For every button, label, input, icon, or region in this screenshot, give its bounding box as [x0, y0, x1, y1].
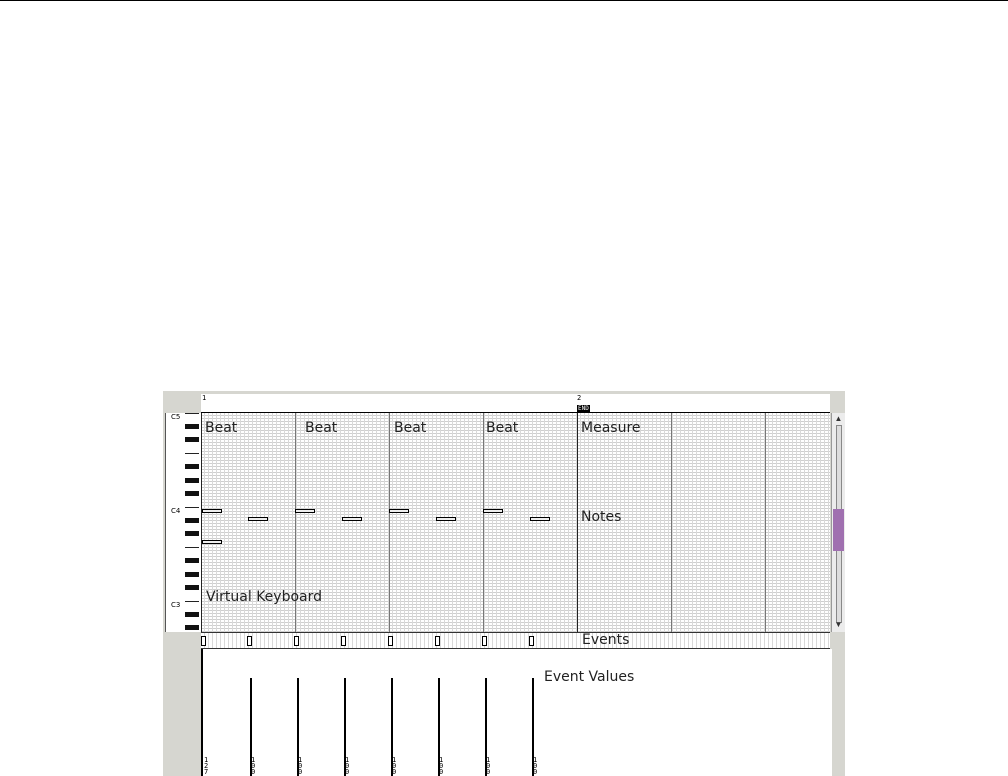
- beat-line: [765, 413, 766, 632]
- black-key[interactable]: [185, 612, 199, 617]
- note[interactable]: [295, 509, 315, 513]
- note[interactable]: [530, 517, 550, 521]
- ruler-mark-1: 1: [202, 394, 207, 402]
- black-key[interactable]: [185, 518, 199, 523]
- note[interactable]: [202, 509, 222, 513]
- measure-label: Measure: [581, 420, 641, 436]
- black-key[interactable]: [185, 625, 199, 630]
- event-value-label: 100: [251, 756, 256, 776]
- event-marker[interactable]: [201, 636, 206, 646]
- note[interactable]: [389, 509, 409, 513]
- event-marker[interactable]: [294, 636, 299, 646]
- beat-label: Beat: [486, 420, 519, 436]
- black-key[interactable]: [185, 585, 199, 590]
- event-marker[interactable]: [388, 636, 393, 646]
- event-marker[interactable]: [482, 636, 487, 646]
- beat-line: [389, 413, 390, 632]
- key-label-c5: C5: [171, 413, 181, 421]
- virtual-keyboard[interactable]: [165, 413, 202, 632]
- event-value-label: 100: [345, 756, 350, 776]
- events-strip[interactable]: [201, 633, 830, 649]
- event-value-label: 100: [439, 756, 444, 776]
- note[interactable]: [483, 509, 503, 513]
- measure-line: [201, 413, 202, 632]
- beat-line: [483, 413, 484, 632]
- event-value-label: 127: [204, 756, 209, 776]
- piano-roll-editor: [163, 391, 845, 776]
- note[interactable]: [202, 540, 222, 544]
- event-values-label: Event Values: [544, 669, 635, 685]
- black-key[interactable]: [185, 558, 199, 563]
- note[interactable]: [342, 517, 362, 521]
- scroll-up-arrow-icon[interactable]: ▲: [834, 414, 843, 423]
- events-label: Events: [582, 633, 630, 648]
- key-label-c4: C4: [171, 507, 181, 515]
- black-key[interactable]: [185, 478, 199, 483]
- top-border-line: [0, 0, 1008, 1]
- event-value-label: 100: [533, 756, 538, 776]
- virtual-keyboard-label: Virtual Keyboard: [206, 589, 323, 605]
- event-marker[interactable]: [529, 636, 534, 646]
- timeline-ruler[interactable]: [201, 394, 830, 413]
- beat-label: Beat: [394, 420, 427, 436]
- event-marker[interactable]: [247, 636, 252, 646]
- note[interactable]: [248, 517, 268, 521]
- notes-label: Notes: [581, 509, 622, 525]
- event-value-bar[interactable]: [201, 651, 203, 776]
- black-key[interactable]: [185, 531, 199, 536]
- scroll-thumb[interactable]: [833, 509, 844, 551]
- event-marker[interactable]: [341, 636, 346, 646]
- measure-line: [577, 413, 578, 632]
- vertical-scrollbar[interactable]: [831, 413, 845, 632]
- event-value-label: 100: [392, 756, 397, 776]
- black-key[interactable]: [185, 572, 199, 577]
- beat-line: [671, 413, 672, 632]
- event-values-area[interactable]: [201, 649, 832, 776]
- ruler-mark-2: 2: [577, 394, 582, 402]
- scroll-down-arrow-icon[interactable]: ▼: [834, 620, 843, 629]
- key-label-c3: C3: [171, 601, 181, 609]
- end-marker[interactable]: END: [578, 405, 589, 412]
- black-key[interactable]: [185, 491, 199, 496]
- event-marker[interactable]: [435, 636, 440, 646]
- event-value-label: 100: [298, 756, 303, 776]
- note[interactable]: [436, 517, 456, 521]
- event-value-label: 100: [486, 756, 491, 776]
- black-key[interactable]: [185, 464, 199, 469]
- note-grid[interactable]: [201, 413, 830, 633]
- beat-label: Beat: [305, 420, 338, 436]
- black-key[interactable]: [185, 437, 199, 442]
- black-key[interactable]: [185, 424, 199, 429]
- beat-label: Beat: [205, 420, 238, 436]
